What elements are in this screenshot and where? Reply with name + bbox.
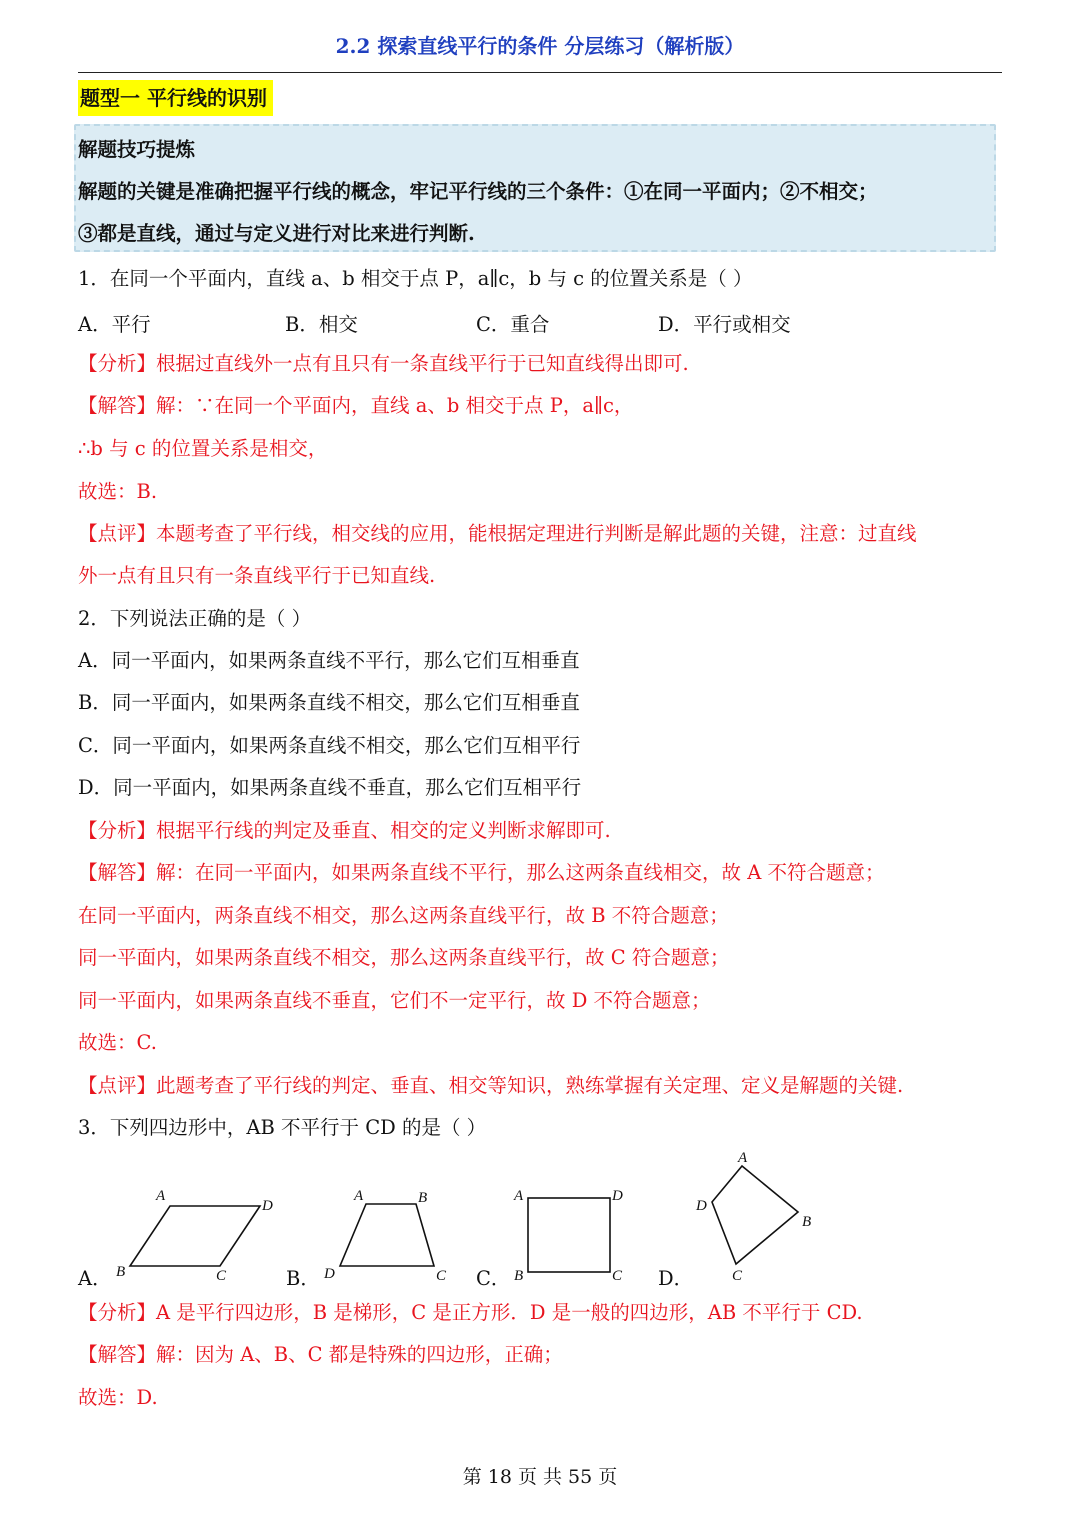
question-2-comment: 【点评】此题考查了平行线的判定、垂直、相交等知识，熟练掌握有关定理、定义是解题的关键. [78, 1074, 904, 1097]
vertex-label: D [262, 1198, 273, 1214]
vertex-label: A [514, 1188, 524, 1204]
question-1-solution-line-2: ∴b 与 c 的位置关系是相交， [78, 437, 328, 460]
tip-text-line-1: 解题的关键是准确把握平行线的概念，牢记平行线的三个条件：①在同一平面内；②不相交； [78, 180, 878, 203]
question-3-option-d-label: D． [658, 1267, 694, 1290]
question-3-analysis: 【分析】A 是平行四边形，B 是梯形，C 是正方形．D 是一般的四边形，AB 不平行于 CD. [78, 1301, 863, 1324]
question-1-comment-line-1: 【点评】本题考查了平行线，相交线的应用，能根据定理进行判断是解此题的关键，注意：过直线 [78, 522, 917, 545]
question-2-option-d: D．同一平面内，如果两条直线不垂直，那么它们互相平行 [78, 776, 582, 799]
question-1-option-b: B．相交 [285, 313, 358, 336]
question-1-comment-line-2: 外一点有且只有一条直线平行于已知直线. [78, 564, 436, 587]
vertex-label: C [216, 1268, 227, 1284]
question-1-option-a: A．平行 [78, 313, 151, 336]
question-1-answer: 故选：B. [78, 480, 158, 503]
question-2-solution-line-2: 在同一平面内，两条直线不相交，那么这两条直线平行，故 B 不符合题意； [78, 904, 729, 927]
vertex-label: D [324, 1266, 335, 1282]
question-1-stem: 1．在同一个平面内，直线 a、b 相交于点 P，a∥c，b 与 c 的位置关系是（ ） [78, 267, 753, 290]
question-3-solution: 【解答】解：因为 A、B、C 都是特殊的四边形，正确； [78, 1343, 563, 1366]
question-1-option-d: D．平行或相交 [658, 313, 791, 336]
question-3-option-c-label: C． [476, 1267, 511, 1290]
vertex-label: C [732, 1268, 743, 1284]
vertex-label: B [514, 1268, 524, 1284]
vertex-label: D [612, 1188, 623, 1204]
vertex-label: B [418, 1190, 428, 1206]
trapezoid-figure [318, 1180, 458, 1284]
vertex-label: D [696, 1198, 707, 1214]
question-2-solution-line-1: 【解答】解：在同一平面内，如果两条直线不平行，那么这两条直线相交，故 A 不符合题意； [78, 861, 885, 884]
vertex-label: A [354, 1188, 364, 1204]
question-2-solution-line-3: 同一平面内，如果两条直线不相交，那么这两条直线平行，故 C 符合题意； [78, 946, 730, 969]
header-divider [78, 72, 1002, 73]
square-figure [506, 1180, 636, 1284]
question-3-option-a-label: A． [78, 1267, 112, 1290]
question-2-stem: 2．下列说法正确的是（ ） [78, 607, 312, 630]
section-title: 题型一 平行线的识别 [78, 80, 273, 116]
tip-title: 解题技巧提炼 [78, 138, 196, 161]
quadrilateral-figure [690, 1146, 820, 1286]
vertex-label: A [156, 1188, 166, 1204]
question-2-option-c: C．同一平面内，如果两条直线不相交，那么它们互相平行 [78, 734, 581, 757]
question-1-solution-line-1: 【解答】解：∵在同一个平面内，直线 a、b 相交于点 P，a∥c， [78, 394, 634, 417]
question-2-answer: 故选：C. [78, 1031, 157, 1054]
question-1-analysis: 【分析】根据过直线外一点有且只有一条直线平行于已知直线得出即可. [78, 352, 689, 375]
vertex-label: C [612, 1268, 623, 1284]
page-number: 第 18 页 共 55 页 [462, 1466, 618, 1488]
page-title: 2.2 探索直线平行的条件 分层练习（解析版） [335, 34, 745, 58]
tip-text-line-2: ③都是直线，通过与定义进行对比来进行判断. [78, 222, 475, 245]
question-1-option-c: C．重合 [476, 313, 550, 336]
vertex-label: B [116, 1264, 126, 1280]
question-3-option-b-label: B． [286, 1267, 320, 1290]
question-2-option-a: A．同一平面内，如果两条直线不平行，那么它们互相垂直 [78, 649, 580, 672]
question-2-solution-line-4: 同一平面内，如果两条直线不垂直，它们不一定平行，故 D 不符合题意； [78, 989, 711, 1012]
question-2-analysis: 【分析】根据平行线的判定及垂直、相交的定义判断求解即可. [78, 819, 611, 842]
question-3-answer: 故选：D. [78, 1386, 158, 1409]
vertex-label: B [802, 1214, 812, 1230]
question-3-stem: 3．下列四边形中，AB 不平行于 CD 的是（ ） [78, 1116, 487, 1139]
vertex-label: A [738, 1150, 748, 1166]
parallelogram-figure [110, 1180, 290, 1284]
question-2-option-b: B．同一平面内，如果两条直线不相交，那么它们互相垂直 [78, 691, 580, 714]
vertex-label: C [436, 1268, 447, 1284]
